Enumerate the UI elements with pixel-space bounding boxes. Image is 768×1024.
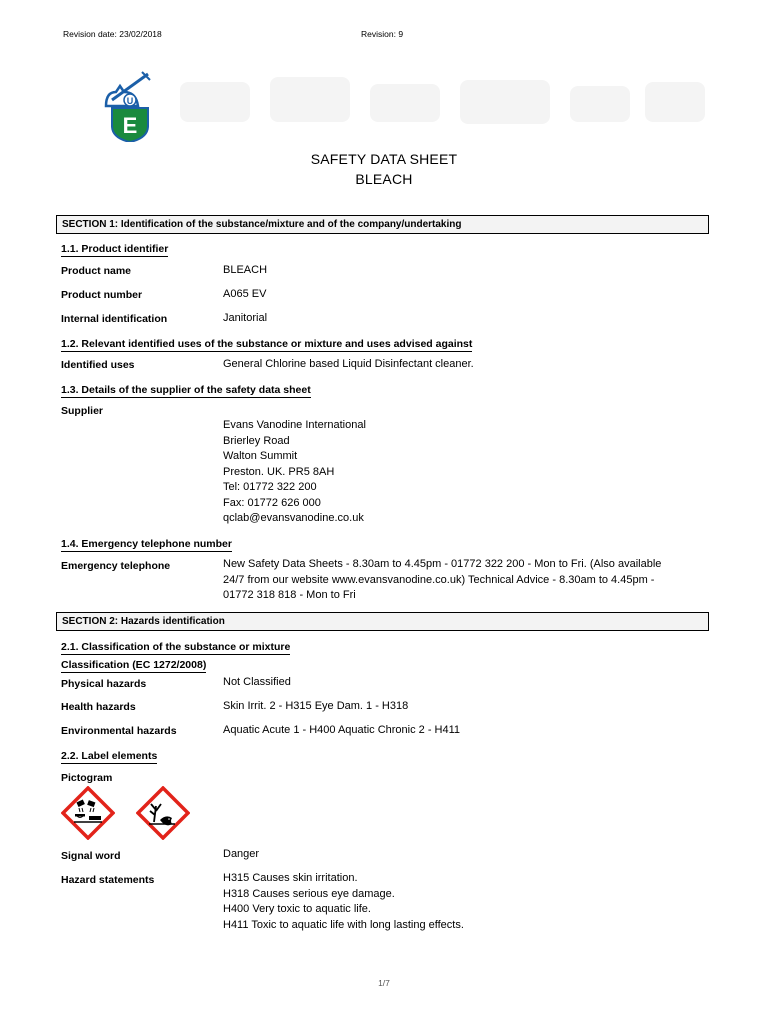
emergency-line: New Safety Data Sheets - 8.30am to 4.45pm - 01772 322 200 - Mon to Fri. (Also available xyxy=(223,558,662,570)
hazard-statement: H315 Causes skin irritation. xyxy=(223,872,358,884)
emergency-telephone-value xyxy=(223,557,661,604)
emergency-telephone-label: Emergency telephone xyxy=(61,560,171,572)
page-number: 1/7 xyxy=(378,978,390,988)
subsection-1-3-heading: 1.3. Details of the supplier of the safety data sheet xyxy=(61,384,311,396)
product-number-label: Product number xyxy=(61,289,143,301)
environmental-hazards-value: Aquatic Acute 1 - H400 Aquatic Chronic 2 - H411 xyxy=(223,724,461,736)
supplier-line: Tel: 01772 322 200 xyxy=(223,481,317,493)
supplier-line: Walton Summit xyxy=(223,450,298,462)
logo-small-letter: U xyxy=(126,96,134,106)
evans-vanodine-logo xyxy=(98,70,156,142)
product-name-value: BLEACH xyxy=(223,264,268,276)
revision-date: Revision date: 23/02/2018 xyxy=(63,29,162,39)
health-hazards-value: Skin Irrit. 2 - H315 Eye Dam. 1 - H318 xyxy=(223,700,409,712)
supplier-address xyxy=(223,418,366,527)
hazard-statements-label: Hazard statements xyxy=(61,874,155,886)
watermark-banner xyxy=(180,72,710,132)
corrosion-pictogram xyxy=(61,786,115,840)
emergency-line: 01772 318 818 - Mon to Fri xyxy=(223,589,356,601)
subsection-2-2-heading: 2.2. Label elements xyxy=(61,750,158,762)
hazard-statements-list xyxy=(223,871,464,933)
physical-hazards-label: Physical hazards xyxy=(61,678,147,690)
product-title: BLEACH xyxy=(355,171,413,187)
emergency-line: 24/7 from our website www.evansvanodine.co.uk) Technical Advice - 8.30am to 4.45pm - xyxy=(223,573,655,586)
hazard-statement: H400 Very toxic to aquatic life. xyxy=(223,903,371,915)
document-title: SAFETY DATA SHEET xyxy=(310,151,458,167)
internal-id-label: Internal identification xyxy=(61,313,168,325)
supplier-line: Fax: 01772 626 000 xyxy=(223,496,321,509)
logo-letter: E xyxy=(122,113,138,138)
physical-hazards-value: Not Classified xyxy=(223,676,291,688)
supplier-label: Supplier xyxy=(61,405,104,417)
environment-pictogram xyxy=(136,786,190,840)
identified-uses-label: Identified uses xyxy=(61,359,135,371)
identified-uses-value: General Chlorine based Liquid Disinfectant cleaner. xyxy=(223,358,474,370)
subsection-1-4-heading: 1.4. Emergency telephone number xyxy=(61,538,232,550)
pictogram-label: Pictogram xyxy=(61,772,113,784)
signal-word-label: Signal word xyxy=(61,850,121,862)
product-name-label: Product name xyxy=(61,265,132,277)
product-number-value: A065 EV xyxy=(223,288,267,300)
hazard-statement: H318 Causes serious eye damage. xyxy=(223,887,395,900)
supplier-line: Preston. UK. PR5 8AH xyxy=(223,465,335,478)
supplier-line: Brierley Road xyxy=(223,434,290,447)
revision-number: Revision: 9 xyxy=(361,29,404,39)
signal-word-value: Danger xyxy=(223,848,260,860)
classification-heading: Classification (EC 1272/2008) xyxy=(61,659,207,671)
hazard-statement: H411 Toxic to aquatic life with long lasting effects. xyxy=(223,918,464,931)
section-2-heading: SECTION 2: Hazards identification xyxy=(56,612,709,631)
supplier-email: qclab@evansvanodine.co.uk xyxy=(223,512,364,524)
supplier-line: Evans Vanodine International xyxy=(223,419,366,431)
subsection-1-2-heading: 1.2. Relevant identified uses of the substance or mixture and uses advised against xyxy=(61,338,473,350)
subsection-1-1-heading: 1.1. Product identifier xyxy=(61,243,169,255)
health-hazards-label: Health hazards xyxy=(61,701,136,713)
internal-id-value: Janitorial xyxy=(223,312,268,324)
section-1-heading: SECTION 1: Identification of the substance/mixture and of the company/undertaking xyxy=(56,215,709,234)
environmental-hazards-label: Environmental hazards xyxy=(61,725,177,737)
subsection-2-1-heading: 2.1. Classification of the substance or mixture xyxy=(61,641,291,653)
